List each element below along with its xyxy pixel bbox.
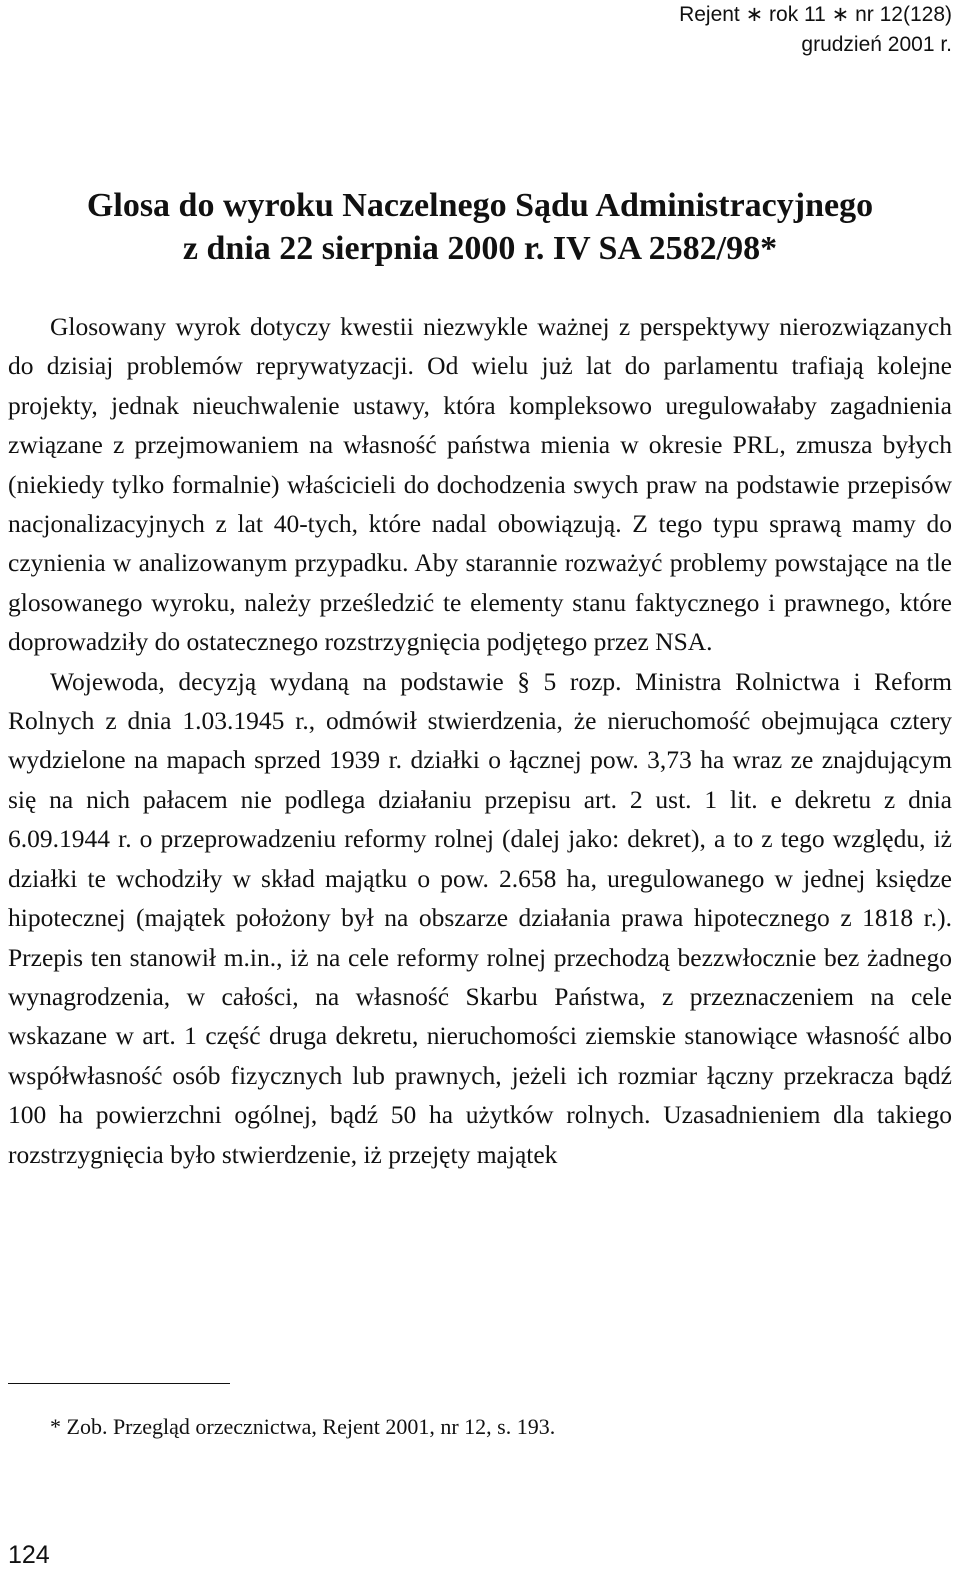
footnote: * Zob. Przegląd orzecznictwa, Rejent 2001, nr 12, s. 193. <box>50 1414 556 1439</box>
body-paragraph: Wojewoda, decyzją wydaną na podstawie § 5 rozp. Ministra Rolnictwa i Reform Rolnych z dnia 1.03.1945 r., odmówił stwierdzenia, że nieruchomość obejmująca cztery wydzielone na mapach sprzed 1939 r. działki o łącznej pow. 3,73 ha wraz ze znajdującym się na nich pałacem nie podlega działaniu przepisu art. 2 ust. 1 lit. e dekretu z dnia 6.09.1944 r. o przeprowadzeniu reformy rolnej (dalej jako: dekret), a to z tego względu, iż działki te wchodziły w skład majątku o pow. 2.658 ha, uregulowanego w jednej księdze hipotecznej (majątek położony był na obszarze działania prawa hipotecznego z 1818 r.). Przepis ten stanowił m.in., iż na cele reformy rolnej przechodzą bezzwłocznie bez żadnego wynagrodzenia, w całości, na własność Skarbu Państwa, z przeznaczeniem na cele wskazane w art. 1 część druga dekretu, nieruchomości ziemskie stanowiące własność albo współwłasność osób fizycznych lub prawnych, jeżeli ich rozmiar łączny przekracza bądź 100 ha powierzchni ogólnej, bądź 50 ha użytków rolnych. Uzasadnieniem dla takiego rozstrzygnięcia było stwierdzenie, iż przejęty majątek <box>8 666 952 1169</box>
page-number: 124 <box>8 1541 50 1569</box>
journal-header <box>679 0 952 60</box>
body-paragraph: Glosowany wyrok dotyczy kwestii niezwykle ważnej z perspektywy nierozwiązanych do dzisiaj problemów reprywatyzacji. Od wielu już lat do parlamentu trafiają kolejne projekty, jednak nieuchwalenie ustawy, która kompleksowo uregulowałaby zagadnienia związane z przejmowaniem na własność państwa mienia w okresie PRL, zmusza byłych (niekiedy tylko formalnie) właścicieli do dochodzenia swych praw na podstawie przepisów nacjonalizacyjnych z lat 40-tych, które nadal obowiązują. Z tego typu sprawą mamy do czynienia w analizowanym przypadku. Aby starannie rozważyć problemy powstające na tle glosowanego wyroku, należy prześledzić te elementy stanu faktycznego i prawnego, które doprowadziły do ostatecznego rozstrzygnięcia podjętego przez NSA. <box>8 312 952 657</box>
article-title-line-2: z dnia 22 sierpnia 2000 r. IV SA 2582/98* <box>182 230 778 267</box>
article-title <box>0 184 960 270</box>
footnote-divider <box>8 1383 230 1384</box>
article-title-line-1: Glosa do wyroku Naczelnego Sądu Administracyjnego <box>86 187 874 224</box>
article-body <box>8 307 952 1174</box>
journal-date: grudzień 2001 r. <box>801 33 952 56</box>
journal-issue: Rejent ∗ rok 11 ∗ nr 12(128) <box>679 3 952 26</box>
